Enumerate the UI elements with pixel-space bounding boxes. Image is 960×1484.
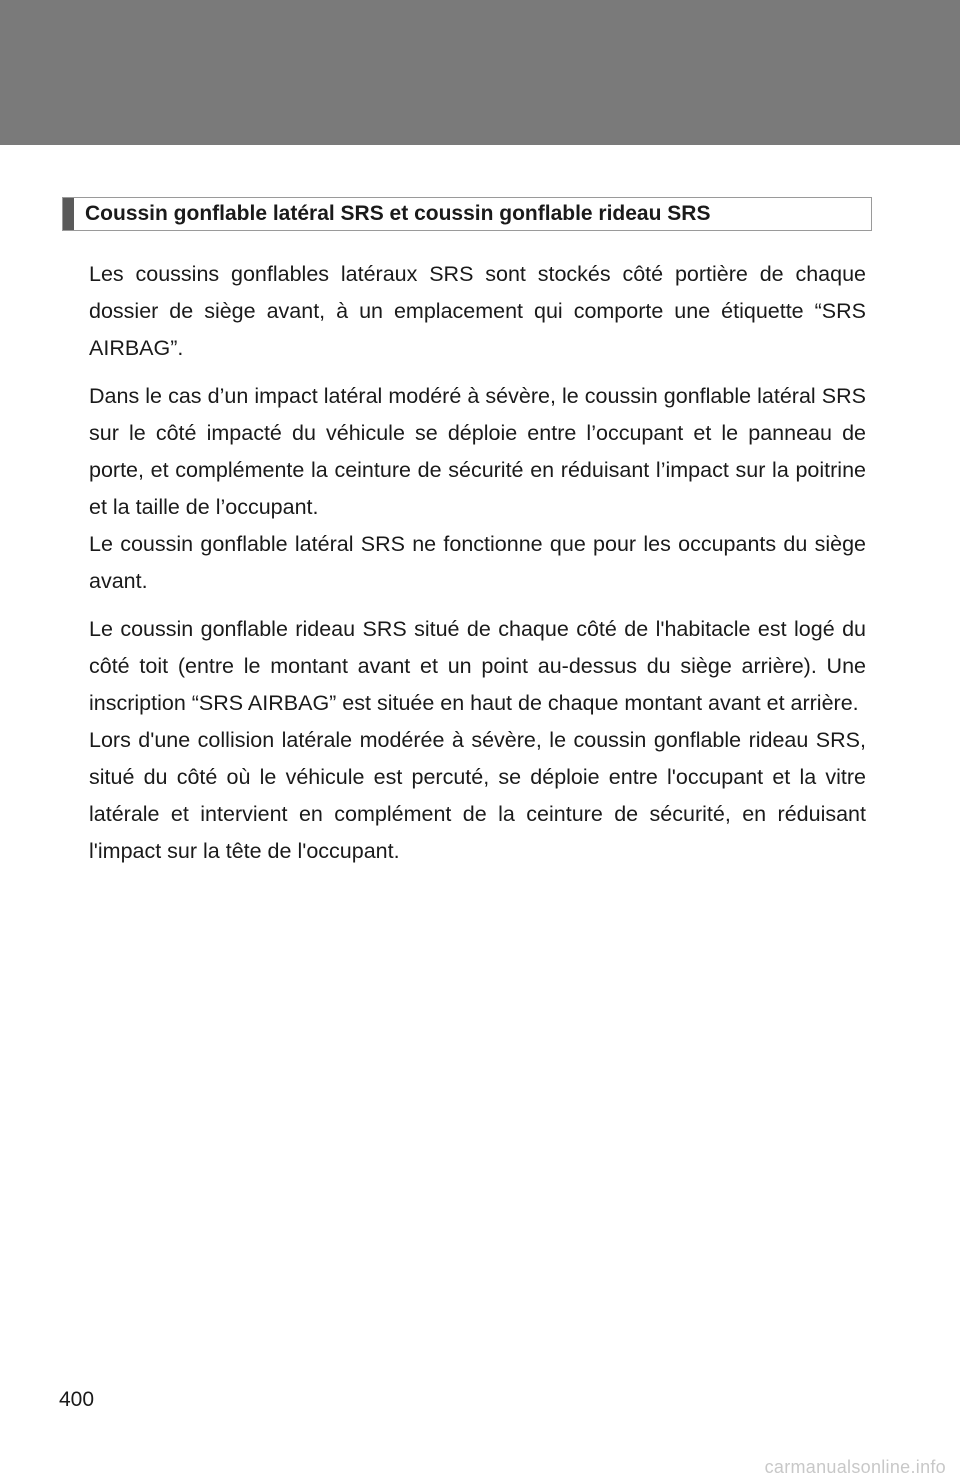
section-header	[62, 197, 872, 231]
paragraph-curtain-airbag-location: Le coussin gonflable rideau SRS situé de chaque côté de l'habitacle est logé du côté toit (entre le montant avant et un point au-dessus du siège arrière). Une inscription “SRS AIRBAG” est située en haut de chaque montant avant et arrière.	[89, 617, 866, 715]
paragraph-side-airbag-front-only: Le coussin gonflable latéral SRS ne fonctionne que pour les occupants du siège avant.	[89, 532, 866, 593]
page-header-band	[0, 0, 960, 145]
paragraph-side-airbag-location: Les coussins gonflables latéraux SRS sont stockés côté portière de chaque dossier de siège avant, à un emplacement qui comporte une étiquette “SRS AIRBAG”.	[89, 262, 866, 360]
watermark: carmanualsonline.info	[764, 1457, 946, 1477]
body-text	[89, 256, 866, 870]
paragraph-side-airbag-deployment: Dans le cas d’un impact latéral modéré à sévère, le coussin gonflable latéral SRS sur le côté impacté du véhicule se déploie entre l’occupant et le panneau de porte, et complémente la ceinture de sécurité en réduisant l’impact sur la poitrine et la taille de l’occupant.	[89, 384, 866, 519]
section-title: Coussin gonflable latéral SRS et coussin gonflable rideau SRS	[85, 202, 711, 225]
paragraph-curtain-airbag-deployment: Lors d'une collision latérale modérée à sévère, le coussin gonflable rideau SRS, situé du côté où le véhicule est percuté, se déploie entre l'occupant et la vitre latérale et intervient en complément de la ceinture de sécurité, en réduisant l'impact sur la tête de l'occupant.	[89, 728, 866, 863]
page-number: 400	[59, 1388, 95, 1411]
section-header-marker	[63, 198, 74, 230]
